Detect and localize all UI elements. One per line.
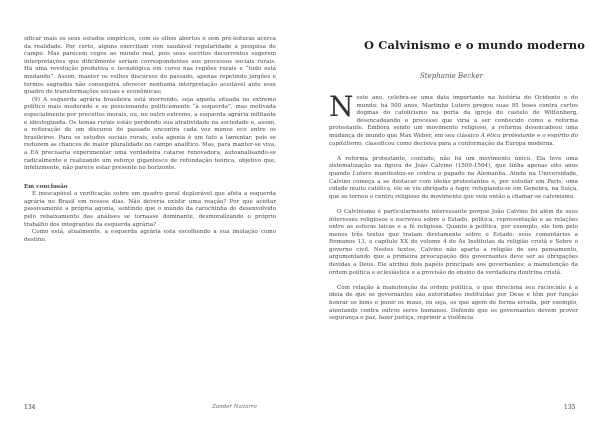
drop-cap: N bbox=[329, 90, 354, 123]
left-paragraph: É inescapável a verificação sobre um quadro geral deplorável que afeta a esquerda agrária no Brasil em nossos dias. Não deveria existir uma reação? Por que aceitar passivamente a própria agonia, sentindo que o mundo da carochinha do desenvolvido pelo rebaixamento das análises se tornasse dominante, desmoralizando o próprio trabalho dos integrantes da esquerda agrária? bbox=[24, 191, 276, 228]
right-paragraph: A reforma protestante, contudo, não foi um movimento único. Ela teve uma sistematização na figura de João Calvino (1509-1564), que tinha apenas oito anos quando Lutero manifestou-se contra o papado na Alemanha. Ainda na Universidade, Calvino começa a se destacar com ideias protestantes e, por estudar em Paris, uma cidade muito católica, ele se viu obrigado a fugir, refugiando-se em Genebra, na Suíça, que se tornou o centro religioso do movimento que veio então a chamar-se calvinismo. bbox=[329, 155, 578, 200]
right-paragraph: O Calvinismo é particularmente interessante porque João Calvino foi além de seus interesses religiosos e escreveu sobre o Estado, política, representação e as relações entre as esferas laicas e a fé religiosa. Quanto à política, por exemplo, ele tem pelo menos três textos que tratam diretamente sobre o Estado: seus comentários a Romanos 13, o capítulo XX do volume 4 de As Institutas da religião cristã e Sobre o governo civil. Nestes textos, Calvino não aparta a religião de seu pensamento, argumentando que a primeira preocupação dos governantes deve ser as obrigações devidas a Deus. Ele atribui dois papéis principais aos governantes: a manutenção da ordem política e eclesiástica e a provisão do ensino da verdadeira doutrina cristã. bbox=[329, 208, 578, 276]
page-number-right: 135 bbox=[564, 404, 576, 411]
page-number-left: 134 bbox=[24, 404, 36, 411]
article-title: O Calvinismo e o mundo moderno bbox=[364, 38, 585, 52]
paragraph-text: este ano, celebra-se uma data importante na história do Ocidente e do mundo: há 500 anos, Martinho Lutero pregou suas 95 teses contra certos dogmas do catolicismo na porta da igreja do castelo de Wittenberg, desencadeando o processo que viria a ser conhecido como a reforma protestante. Embora sendo um movimento religioso, a reforma desencadeou uma mudança de mundo que Max Weber, em seu clássico bbox=[329, 95, 578, 139]
right-paragraph bbox=[329, 90, 578, 148]
left-page-text bbox=[24, 36, 276, 244]
right-page-text bbox=[329, 90, 578, 323]
book-title: A ética protestante e o espírito do capitalismo bbox=[329, 132, 578, 147]
left-paragraph: (9) A esquerda agrária brasileira está morrendo, seja aquela situada no extremo político mais moderado e se posicionando politicamente “à esquerda”, mas motivada especialmente por preceitos morais, ou, no outro extremo, a esquerda agrária militante e ideologizada. Os temas rurais estão perdendo sua atratividade na sociedade e, assim, a reiteração de um discurso do passado encontra cada vez menos eco entre os brasileiros. Para os estudos sociais rurais, esta agonia é um fato a lamentar, pois se reduzem as chances de maior pluralidade no campo analítico. Mas, para manter-se viva, a EA precisaria experimentar uma verdadeira catarse renovadora, autoanalisando-se radicalmente e realizando um esforço gigantesco de refundação teórica, objetivo que, infelizmente, não parece estar presente no horizonte. bbox=[24, 96, 276, 172]
left-paragraph: Como está, atualmente, a esquerda agrária está escolhendo a sua imolação como destino. bbox=[24, 229, 276, 243]
paragraph-text: , classificou como decisiva para a conformação da Europa moderna. bbox=[361, 140, 555, 147]
running-footer: Zander Navarro bbox=[212, 404, 257, 410]
left-paragraph: sificar mais os seus estudos empíricos, com os olhos abertos e sem pré-leituras acerca da realidade. Por certo, alguns exercitam com saudável regularidade a pesquisa de campo. Mas parecem cegos ao mundo real, pois seus escritos decorrentes sugerem interpretações que dificilmente seriam correspondentes aos processos sociais rurais. Há uma revolução produtiva e tecnológica em curso nas regiões rurais e “tudo está mudando”. Assim, manter os velhos discursos do passado, apenas repetindo jargões e termos sagrados não conseguirá oferecer nenhuma interpretação aceitável ante esse quadro de transformações sociais e econômicas; bbox=[24, 36, 276, 96]
right-paragraph: Com relação à manutenção da ordem política, o que direciona seu raciocínio é a ideia de que os governantes são autoridades instituídas por Deus e têm por função honrar os bons e punir os maus, ou seja, os que agem de forma errada, por exemplo, atentando contra outros seres humanos. Defende que os governantes devem prover segurança e paz, fazer justiça, reprimir a violência bbox=[329, 284, 578, 322]
article-author: Stephanie Becker bbox=[420, 72, 483, 80]
section-heading: Em conclusão bbox=[24, 183, 68, 190]
